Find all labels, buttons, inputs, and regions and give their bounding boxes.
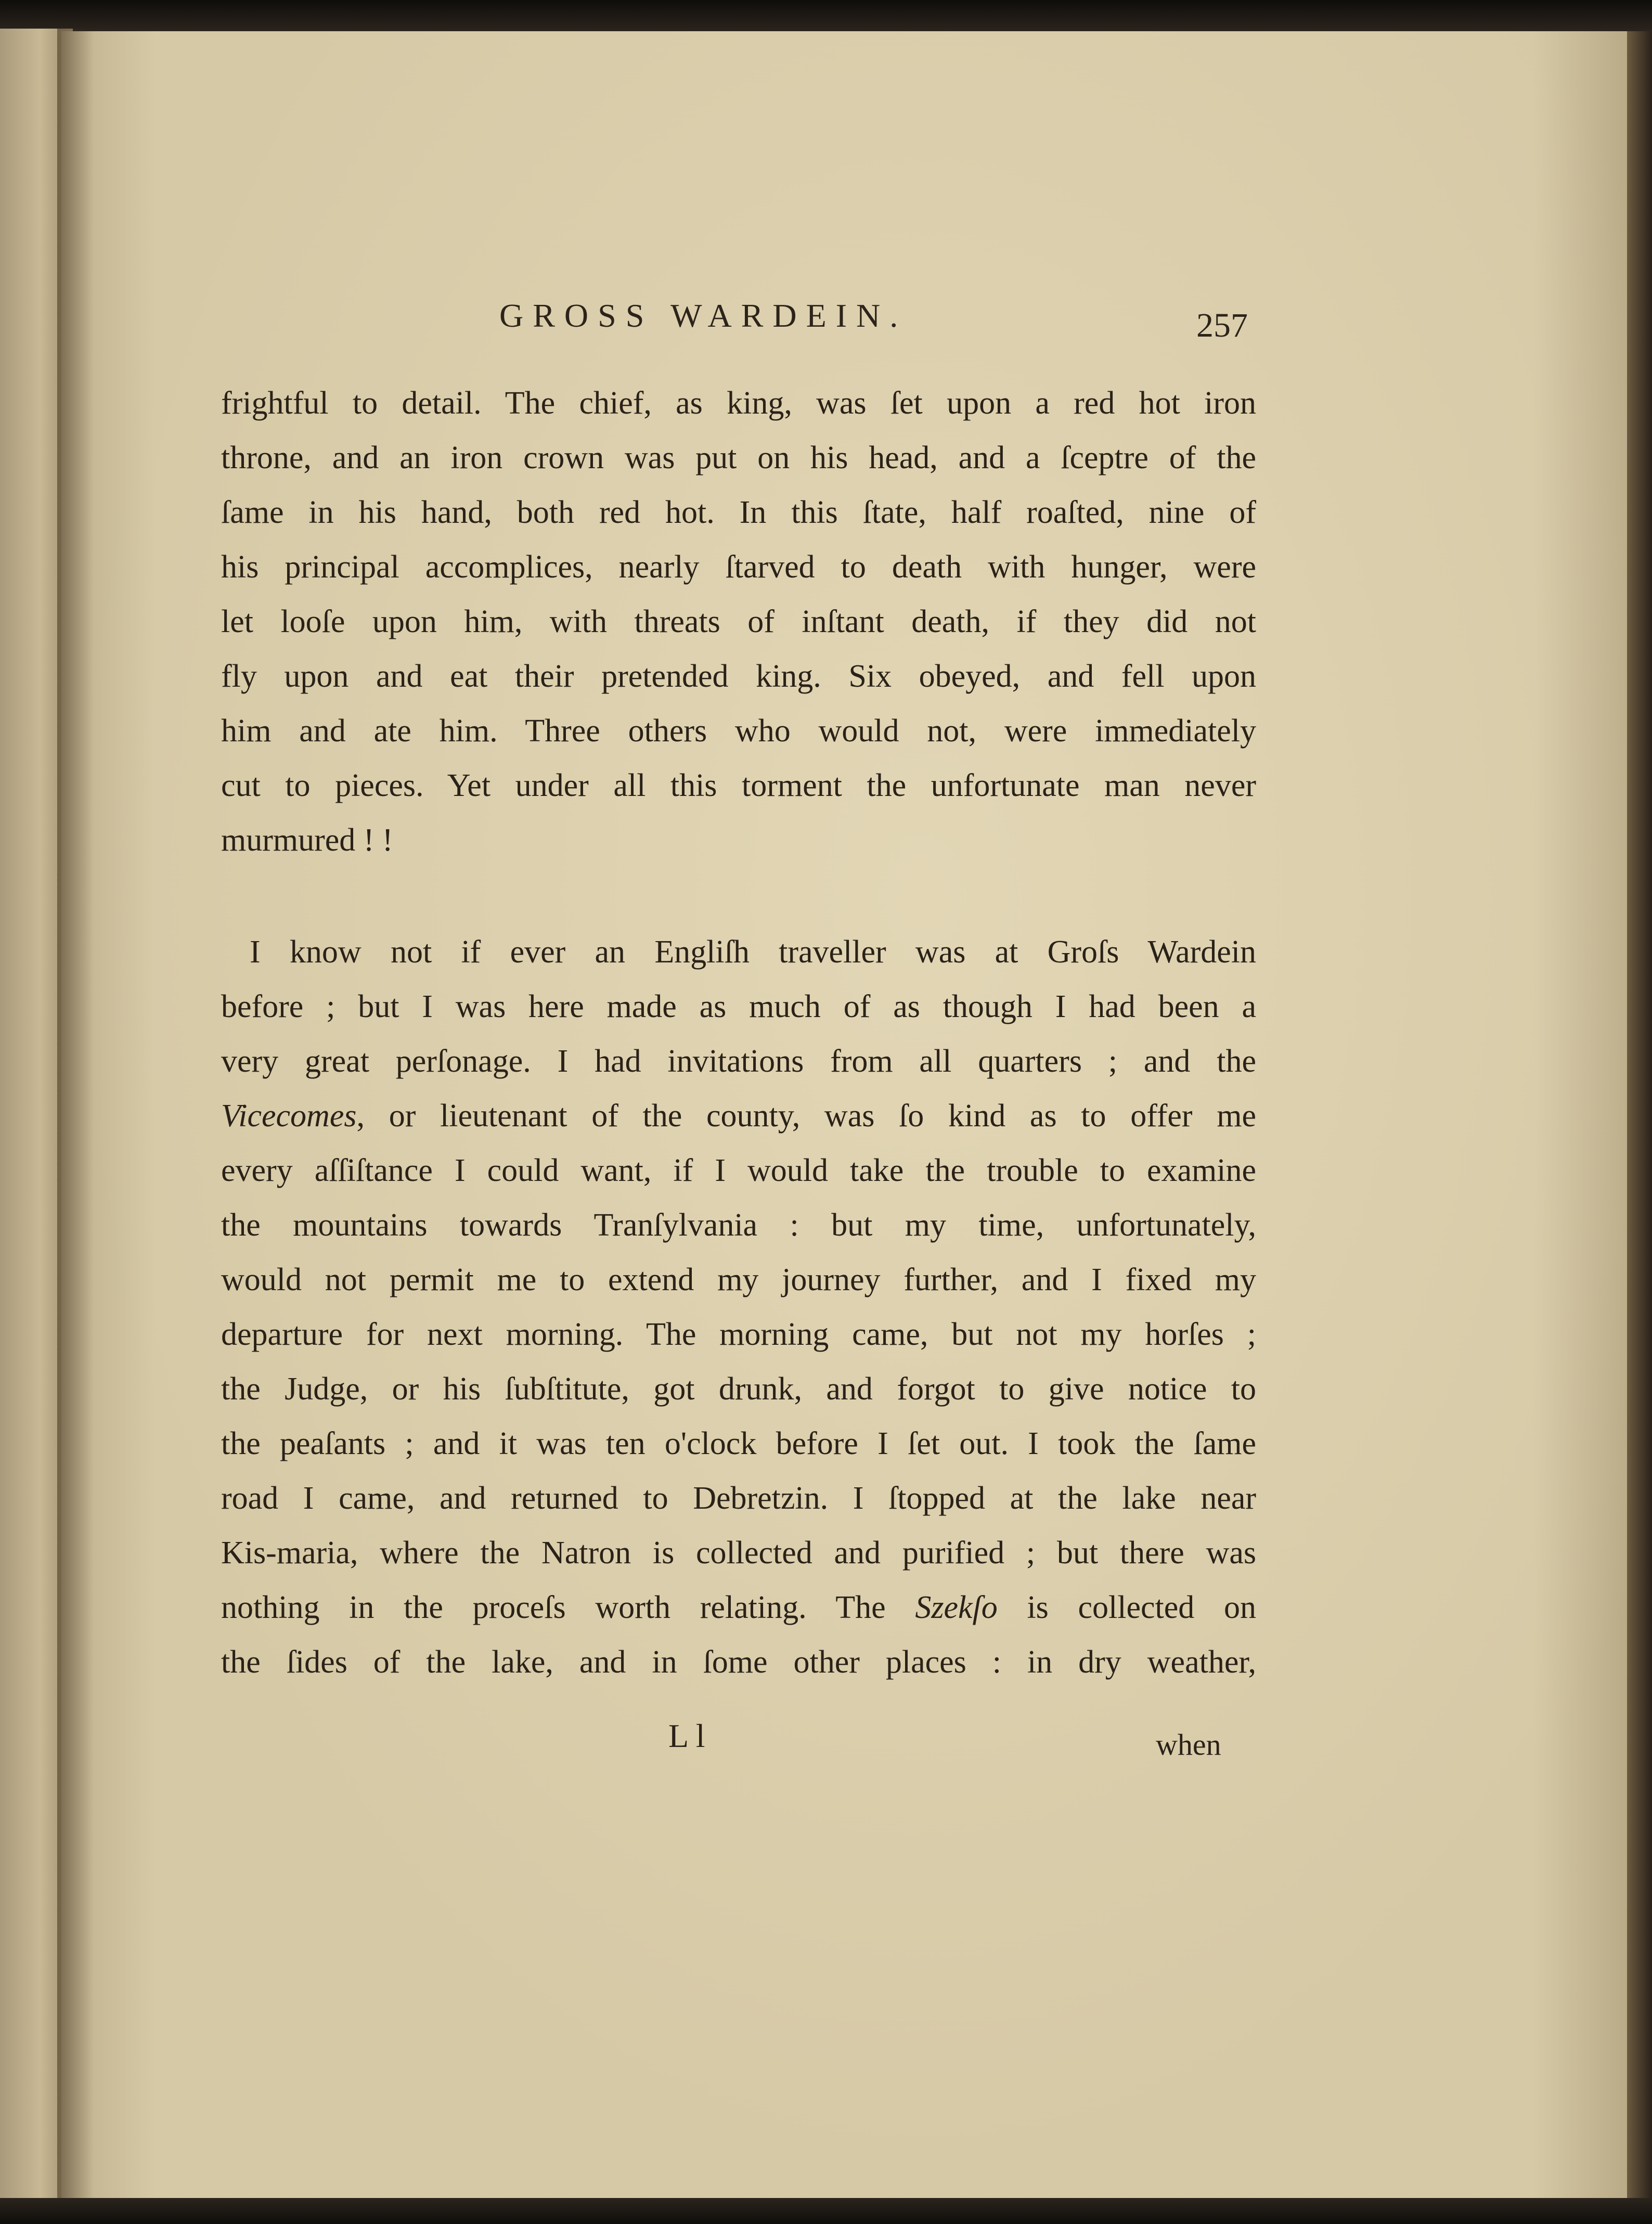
scan-top-edge [0, 0, 1652, 31]
text-line: every aſſiſtance I could want, if I would take the trouble to examine [221, 1153, 1256, 1188]
text-line: murmured ! ! [221, 822, 393, 858]
text-line: before ; but I was here made as much of as though I had been a [221, 989, 1256, 1024]
text-line: very great perſonage. I had invitations from all quarters ; and the [221, 1044, 1256, 1079]
text-line: frightful to detail. The chief, as king, was ſet upon a red hot iron [221, 385, 1256, 421]
text-line: the Judge, or his ſubſtitute, got drunk, and forgot to give notice to [221, 1371, 1256, 1407]
signature-mark: L l [668, 1717, 705, 1754]
text-line [221, 1589, 1256, 1626]
text-line: his principal accomplices, nearly ſtarved to death with hunger, were [221, 549, 1256, 585]
text-line: ſame in his hand, both red hot. In this ſtate, half roaſted, nine of [221, 495, 1256, 530]
italic-word: Vicecomes [221, 1098, 357, 1134]
text-line: Kis-maria, where the Natron is collected and purified ; but there was [221, 1535, 1256, 1571]
page-number: 257 [1196, 306, 1248, 344]
text-line: the mountains towards Tranſylvania : but my time, unfortunately, [221, 1207, 1256, 1243]
text-line: the peaſants ; and it was ten o'clock before I ſet out. I took the ſame [221, 1426, 1256, 1461]
text-span: , or lieutenant of the county, was ſo kind as to offer me [356, 1098, 1256, 1134]
italic-word: Szekſo [915, 1590, 998, 1625]
text-line [221, 1098, 1256, 1134]
text-line: would not permit me to extend my journey further, and I fixed my [221, 1262, 1256, 1297]
text-line: him and ate him. Three others who would not, were immediately [221, 713, 1256, 749]
page-fore-edge [1627, 31, 1652, 2198]
running-head: GROSS WARDEIN. [499, 297, 908, 334]
spine-shadow [57, 29, 94, 2203]
text-line: fly upon and eat their pretended king. Six obeyed, and fell upon [221, 659, 1256, 694]
text-line: the ſides of the lake, and in ſome other places : in dry weather, [221, 1644, 1256, 1680]
text-span: nothing in the proceſs worth relating. The [221, 1590, 886, 1625]
text-line: cut to pieces. Yet under all this torment the unfortunate man never [221, 768, 1256, 803]
text-line: departure for next morning. The morning came, but not my horſes ; [221, 1317, 1256, 1352]
scan-bottom-edge [0, 2198, 1652, 2224]
text-span: is collected on [1027, 1590, 1257, 1625]
text-line: I know not if ever an Engliſh traveller was at Groſs Wardein [250, 934, 1256, 970]
text-line: road I came, and returned to Debretzin. I ſtopped at the lake near [221, 1481, 1256, 1516]
text-line: let looſe upon him, with threats of inſtant death, if they did not [221, 604, 1256, 639]
text-line: throne, and an iron crown was put on his head, and a ſceptre of the [221, 440, 1256, 475]
catchword: when [1156, 1728, 1221, 1762]
